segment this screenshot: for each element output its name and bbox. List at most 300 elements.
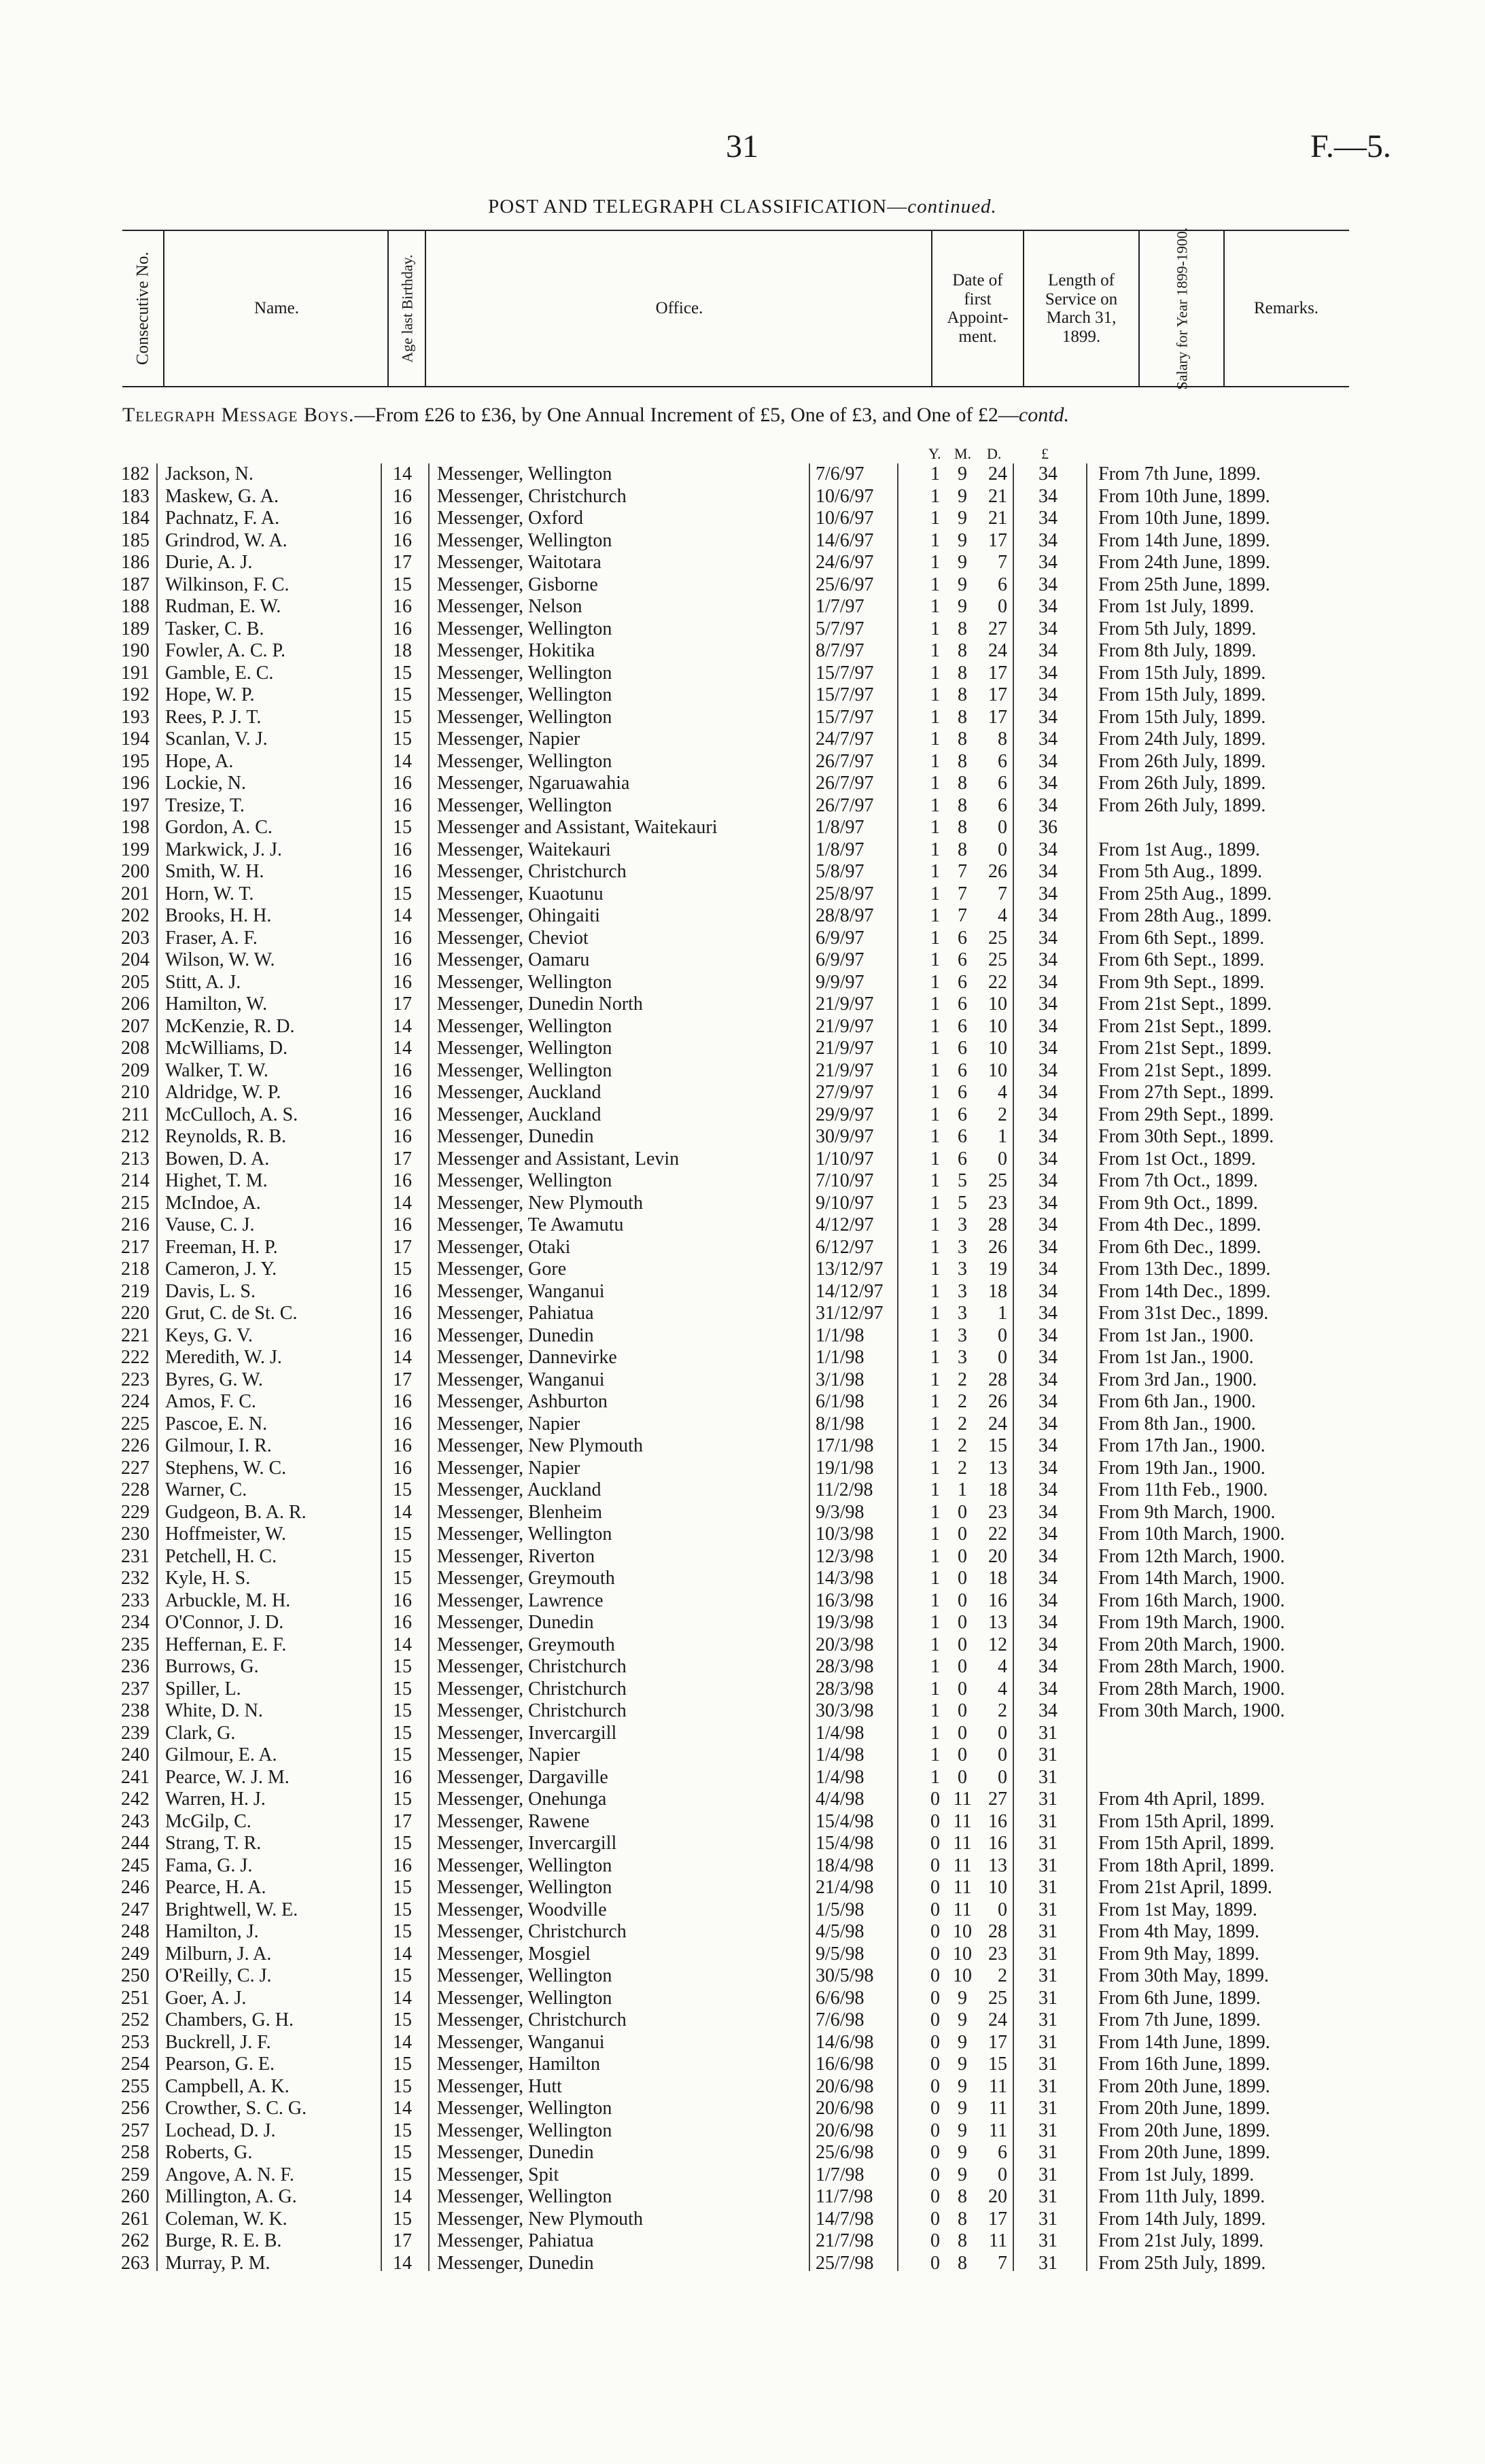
remarks: From 7th Oct., 1899. [1098,1170,1258,1191]
employee-age: 15 [393,728,412,750]
row-number: 235 [121,1634,150,1655]
employee-age: 14 [393,1015,412,1037]
service-days: 12 [988,1634,1007,1655]
header-salary: Salary for Year 1899-1900. [1138,231,1225,386]
table-row [0,486,1485,508]
service-years: 1 [930,1192,940,1214]
service-months: 1 [958,1479,967,1500]
service-days: 7 [998,2252,1007,2274]
row-number: 200 [121,861,150,882]
appointment-date: 8/7/97 [816,640,864,661]
service-months: 8 [958,2186,967,2207]
office: Messenger, Wellington [437,1015,612,1037]
appointment-date: 28/8/97 [816,905,874,926]
employee-age: 15 [393,2208,412,2230]
office: Messenger, Dunedin [437,1612,594,1633]
appointment-date: 4/4/98 [816,1789,864,1810]
office: Messenger, Wellington [437,463,612,485]
table-row [0,508,1485,530]
salary: 31 [1038,2119,1058,2141]
service-months: 9 [958,529,967,551]
row-number: 186 [121,552,150,573]
salary: 34 [1038,1634,1058,1655]
remarks: From 6th June, 1899. [1098,1987,1261,2009]
salary: 31 [1038,1833,1058,1854]
employee-name: Stitt, A. J. [165,971,241,993]
employee-name: Roberts, G. [165,2142,253,2163]
employee-name: McCulloch, A. S. [165,1104,298,1125]
salary: 31 [1038,2031,1058,2053]
office: Messenger, Invercargill [437,1722,617,1744]
service-months: 2 [958,1435,967,1456]
remarks: From 21st April, 1899. [1098,1877,1272,1898]
office: Messenger, Te Awamutu [437,1214,624,1235]
service-days: 17 [988,2031,1007,2053]
row-number: 193 [121,706,150,728]
salary: 31 [1038,2098,1058,2119]
table-row [0,2032,1485,2054]
table-row [0,928,1485,950]
service-years: 1 [930,706,940,728]
service-years: 1 [930,905,940,926]
salary: 34 [1038,1104,1058,1125]
appointment-date: 30/5/98 [816,1965,874,1986]
office: Messenger, Gore [437,1259,567,1280]
remarks: From 24th July, 1899. [1098,728,1266,750]
employee-age: 14 [393,2186,412,2207]
office: Messenger, Christchurch [437,2009,627,2030]
salary: 31 [1038,1899,1058,1920]
table-row [0,1458,1485,1480]
appointment-date: 1/4/98 [816,1722,864,1744]
row-number: 188 [121,596,150,617]
remarks: From 17th Jan., 1900. [1098,1435,1265,1456]
service-months: 0 [958,1744,967,1765]
salary: 34 [1038,1700,1058,1721]
employee-age: 16 [393,1766,412,1788]
service-years: 0 [930,1965,940,1986]
employee-name: Gudgeon, B. A. R. [165,1501,307,1523]
table-row [0,2253,1485,2275]
appointment-date: 25/6/98 [816,2142,874,2163]
service-years: 1 [930,1634,940,1655]
service-years: 1 [930,1170,940,1191]
employee-name: Pachnatz, F. A. [165,508,280,529]
service-months: 2 [958,1413,967,1435]
office: Messenger, Auckland [437,1479,601,1500]
table-row [0,972,1485,994]
salary: 31 [1038,1965,1058,1986]
employee-age: 15 [393,684,412,705]
employee-name: Hoffmeister, W. [165,1524,287,1545]
table-body [0,463,1485,2274]
remarks: From 8th Jan., 1900. [1098,1413,1256,1435]
row-number: 256 [121,2098,150,2119]
appointment-date: 14/12/97 [816,1280,884,1302]
table-row [0,1060,1485,1083]
salary: 34 [1038,1236,1058,1258]
service-years: 1 [930,1391,940,1412]
employee-name: Pearce, W. J. M. [165,1766,290,1788]
employee-name: Horn, W. T. [165,883,254,904]
service-months: 7 [958,905,967,926]
service-months: 6 [958,1015,967,1037]
office: Messenger, Wellington [437,1524,612,1545]
office: Messenger, Mosgiel [437,1943,591,1965]
table-row [0,1744,1485,1767]
service-years: 1 [930,883,940,904]
employee-name: Hamilton, W. [165,993,268,1015]
remarks: From 13th Dec., 1899. [1098,1259,1271,1280]
service-days: 16 [988,1833,1007,1854]
employee-name: Hope, A. [165,750,234,772]
row-number: 236 [121,1656,150,1677]
service-years: 0 [930,1943,940,1965]
section-suffix: contd. [1018,404,1070,426]
employee-name: Keys, G. V. [165,1324,253,1346]
service-years: 1 [930,552,940,573]
remarks: From 1st July, 1899. [1098,2164,1255,2185]
employee-name: Fraser, A. F. [165,927,258,949]
service-months: 9 [958,485,967,507]
remarks: From 1st Jan., 1900. [1098,1324,1254,1346]
service-months: 0 [958,1678,967,1700]
remarks: From 15th July, 1899. [1098,684,1266,705]
employee-name: Goer, A. J. [165,1987,247,2009]
employee-name: Petchell, H. C. [165,1545,277,1567]
employee-name: Grut, C. de St. C. [165,1303,298,1324]
service-months: 0 [958,1700,967,1721]
service-days: 27 [988,618,1007,639]
employee-name: O'Connor, J. D. [165,1612,284,1633]
row-number: 250 [121,1965,150,1986]
service-days: 24 [988,2009,1007,2030]
employee-age: 15 [393,1700,412,1721]
service-days: 16 [988,1810,1007,1832]
employee-name: Rudman, E. W. [165,596,281,617]
title-suffix: continued. [907,196,997,217]
service-days: 20 [988,2186,1007,2207]
row-number: 238 [121,1700,150,1721]
remarks: From 26th July, 1899. [1098,773,1266,794]
office: Messenger, Wellington [437,2186,612,2207]
salary: 31 [1038,1789,1058,1810]
appointment-date: 28/3/98 [816,1656,874,1677]
service-days: 20 [988,1545,1007,1567]
salary: 34 [1038,706,1058,728]
appointment-date: 6/12/97 [816,1236,874,1258]
appointment-date: 8/1/98 [816,1413,864,1435]
salary: 34 [1038,750,1058,772]
service-years: 1 [930,794,940,816]
remarks: From 21st Sept., 1899. [1098,993,1272,1015]
table-row [0,1369,1485,1392]
employee-age: 14 [393,1038,412,1059]
remarks: From 10th June, 1899. [1098,485,1270,507]
employee-age: 14 [393,1987,412,2009]
service-months: 7 [958,861,967,882]
office: Messenger, Napier [437,728,580,750]
service-years: 1 [930,1059,940,1081]
row-number: 204 [121,949,150,970]
table-row [0,596,1485,618]
service-years: 1 [930,1700,940,1721]
salary: 34 [1038,794,1058,816]
table-row [0,949,1485,972]
office: Messenger, Christchurch [437,1656,627,1677]
row-number: 219 [121,1280,150,1302]
service-days: 0 [998,839,1007,860]
row-number: 230 [121,1524,150,1545]
service-days: 13 [988,1457,1007,1479]
service-months: 9 [958,2054,967,2075]
appointment-date: 28/3/98 [816,1678,874,1700]
service-months: 7 [958,883,967,904]
service-days: 28 [988,1921,1007,1942]
office: Messenger, Onehunga [437,1789,607,1810]
service-months: 6 [958,1059,967,1081]
employee-age: 15 [393,1479,412,1500]
employee-age: 16 [393,1391,412,1412]
service-days: 18 [988,1479,1007,1500]
service-years: 1 [930,485,940,507]
service-months: 2 [958,1457,967,1479]
salary: 31 [1038,2252,1058,2274]
appointment-date: 17/1/98 [816,1435,874,1456]
service-years: 0 [930,1810,940,1832]
row-number: 213 [121,1148,150,1169]
employee-age: 15 [393,2119,412,2141]
service-months: 0 [958,1766,967,1788]
salary: 36 [1038,817,1058,838]
service-days: 0 [998,1899,1007,1920]
service-months: 3 [958,1280,967,1302]
remarks: From 7th June, 1899. [1098,2009,1261,2030]
appointment-date: 21/9/97 [816,1059,874,1081]
service-days: 24 [988,1413,1007,1435]
salary: 31 [1038,2186,1058,2207]
appointment-date: 1/7/97 [816,596,864,617]
office: Messenger, Wellington [437,706,612,728]
remarks: From 30th March, 1900. [1098,1700,1285,1721]
office: Messenger, Auckland [437,1082,601,1103]
appointment-date: 9/3/98 [816,1501,864,1523]
appointment-date: 25/8/97 [816,883,874,904]
service-years: 0 [930,2208,940,2230]
service-days: 10 [988,1877,1007,1898]
office: Messenger, Nelson [437,596,582,617]
office: Messenger, Wellington [437,1965,612,1986]
service-days: 21 [988,485,1007,507]
table-row [0,1104,1485,1127]
table-row [0,707,1485,729]
service-years: 1 [930,927,940,949]
row-number: 183 [121,485,150,507]
table-row [0,1303,1485,1325]
service-months: 2 [958,1369,967,1390]
service-months: 8 [958,684,967,705]
remarks: From 26th July, 1899. [1098,794,1266,816]
table-row [0,574,1485,597]
appointment-date: 4/12/97 [816,1214,874,1235]
office: Messenger, Napier [437,1413,580,1435]
service-months: 10 [953,1943,972,1965]
employee-name: Pascoe, E. N. [165,1413,268,1435]
office: Messenger, Dunedin [437,2252,594,2274]
employee-age: 16 [393,1214,412,1235]
employee-age: 15 [393,1678,412,1700]
salary: 34 [1038,1170,1058,1191]
employee-name: Scanlan, V. J. [165,728,268,750]
table-row [0,1148,1485,1171]
employee-name: Spiller, L. [165,1678,241,1700]
row-number: 194 [121,728,150,750]
service-months: 11 [953,1877,972,1898]
service-days: 10 [988,1059,1007,1081]
service-years: 1 [930,1347,940,1368]
table-row [0,1634,1485,1657]
appointment-date: 25/7/98 [816,2252,874,2274]
service-days: 7 [998,883,1007,904]
row-number: 239 [121,1722,150,1744]
row-number: 192 [121,684,150,705]
row-number: 233 [121,1589,150,1611]
salary: 34 [1038,1126,1058,1147]
employee-name: Gilmour, E. A. [165,1744,277,1765]
row-number: 212 [121,1126,150,1147]
table-row [0,773,1485,795]
row-number: 206 [121,993,150,1015]
salary: 31 [1038,2208,1058,2230]
employee-age: 16 [393,949,412,970]
service-months: 3 [958,1259,967,1280]
office: Messenger and Assistant, Levin [437,1148,680,1169]
employee-name: Warner, C. [165,1479,247,1500]
remarks: From 8th July, 1899. [1098,640,1257,661]
service-days: 0 [998,1148,1007,1169]
row-number: 218 [121,1259,150,1280]
table-row [0,1325,1485,1348]
remarks: From 25th July, 1899. [1098,2252,1266,2274]
employee-name: Milburn, J. A. [165,1943,272,1965]
employee-name: Lockie, N. [165,773,246,794]
row-number: 241 [121,1766,150,1788]
employee-age: 15 [393,2009,412,2030]
table-row [0,2142,1485,2164]
service-days: 17 [988,706,1007,728]
salary: 31 [1038,1722,1058,1744]
employee-name: Hamilton, J. [165,1921,259,1942]
appointment-date: 20/6/98 [816,2098,874,2119]
appointment-date: 9/9/97 [816,971,864,993]
service-years: 1 [930,1612,940,1633]
appointment-date: 11/2/98 [816,1479,873,1500]
service-months: 10 [953,1921,972,1942]
service-years: 1 [930,1589,940,1611]
salary: 34 [1038,662,1058,684]
remarks: From 30th May, 1899. [1098,1965,1269,1986]
employee-age: 15 [393,1656,412,1677]
office: Messenger, Oamaru [437,949,590,970]
employee-age: 16 [393,971,412,993]
appointment-date: 21/9/97 [816,1015,874,1037]
table-row [0,993,1485,1016]
row-number: 202 [121,905,150,926]
row-number: 210 [121,1082,150,1103]
service-years: 1 [930,529,940,551]
office: Messenger, Otaki [437,1236,571,1258]
office: Messenger, Oxford [437,508,584,529]
table-row [0,2076,1485,2098]
employee-age: 14 [393,905,412,926]
employee-name: Maskew, G. A. [165,485,279,507]
service-months: 9 [958,463,967,485]
employee-age: 14 [393,2031,412,2053]
remarks: From 4th Dec., 1899. [1098,1214,1261,1235]
office: Messenger, Ngaruawahia [437,773,630,794]
appointment-date: 14/7/98 [816,2208,874,2230]
table-row [0,1811,1485,1833]
service-days: 2 [998,1700,1007,1721]
office: Messenger, New Plymouth [437,1435,643,1456]
row-number: 191 [121,662,150,684]
service-months: 0 [958,1612,967,1633]
row-number: 182 [121,463,150,485]
office: Messenger, Christchurch [437,1700,627,1721]
office: Messenger and Assistant, Waitekauri [437,817,718,838]
service-days: 23 [988,1501,1007,1523]
salary: 34 [1038,1369,1058,1390]
remarks: From 21st July, 1899. [1098,2230,1264,2251]
service-months: 11 [953,1833,972,1854]
remarks: From 19th Jan., 1900. [1098,1457,1265,1479]
service-years: 1 [930,1568,940,1589]
service-years: 1 [930,463,940,485]
employee-age: 14 [393,463,412,485]
salary: 31 [1038,1987,1058,2009]
title-main: POST AND TELEGRAPH CLASSIFICATION— [488,196,908,217]
remarks: From 19th March, 1900. [1098,1612,1285,1633]
employee-age: 15 [393,1965,412,1986]
remarks: From 4th May, 1899. [1098,1921,1259,1942]
row-number: 201 [121,883,150,904]
remarks: From 14th June, 1899. [1098,529,1270,551]
table-row [0,2164,1485,2187]
remarks: From 15th July, 1899. [1098,706,1266,728]
service-years: 1 [930,971,940,993]
employee-age: 16 [393,773,412,794]
salary: 34 [1038,596,1058,617]
row-number: 227 [121,1457,150,1479]
remarks: From 4th April, 1899. [1098,1789,1265,1810]
service-days: 26 [988,1391,1007,1412]
appointment-date: 5/8/97 [816,861,864,882]
remarks: From 21st Sept., 1899. [1098,1015,1272,1037]
service-years: 0 [930,2230,940,2251]
employee-name: Highet, T. M. [165,1170,268,1191]
employee-name: McIndoe, A. [165,1192,261,1214]
employee-age: 15 [393,1921,412,1942]
service-days: 16 [988,1589,1007,1611]
table-row [0,1988,1485,2010]
row-number: 248 [121,1921,150,1942]
service-years: 1 [930,1369,940,1390]
service-years: 0 [930,1833,940,1854]
row-number: 254 [121,2054,150,2075]
employee-name: Gordon, A. C. [165,817,273,838]
salary: 34 [1038,1568,1058,1589]
row-number: 234 [121,1612,150,1633]
